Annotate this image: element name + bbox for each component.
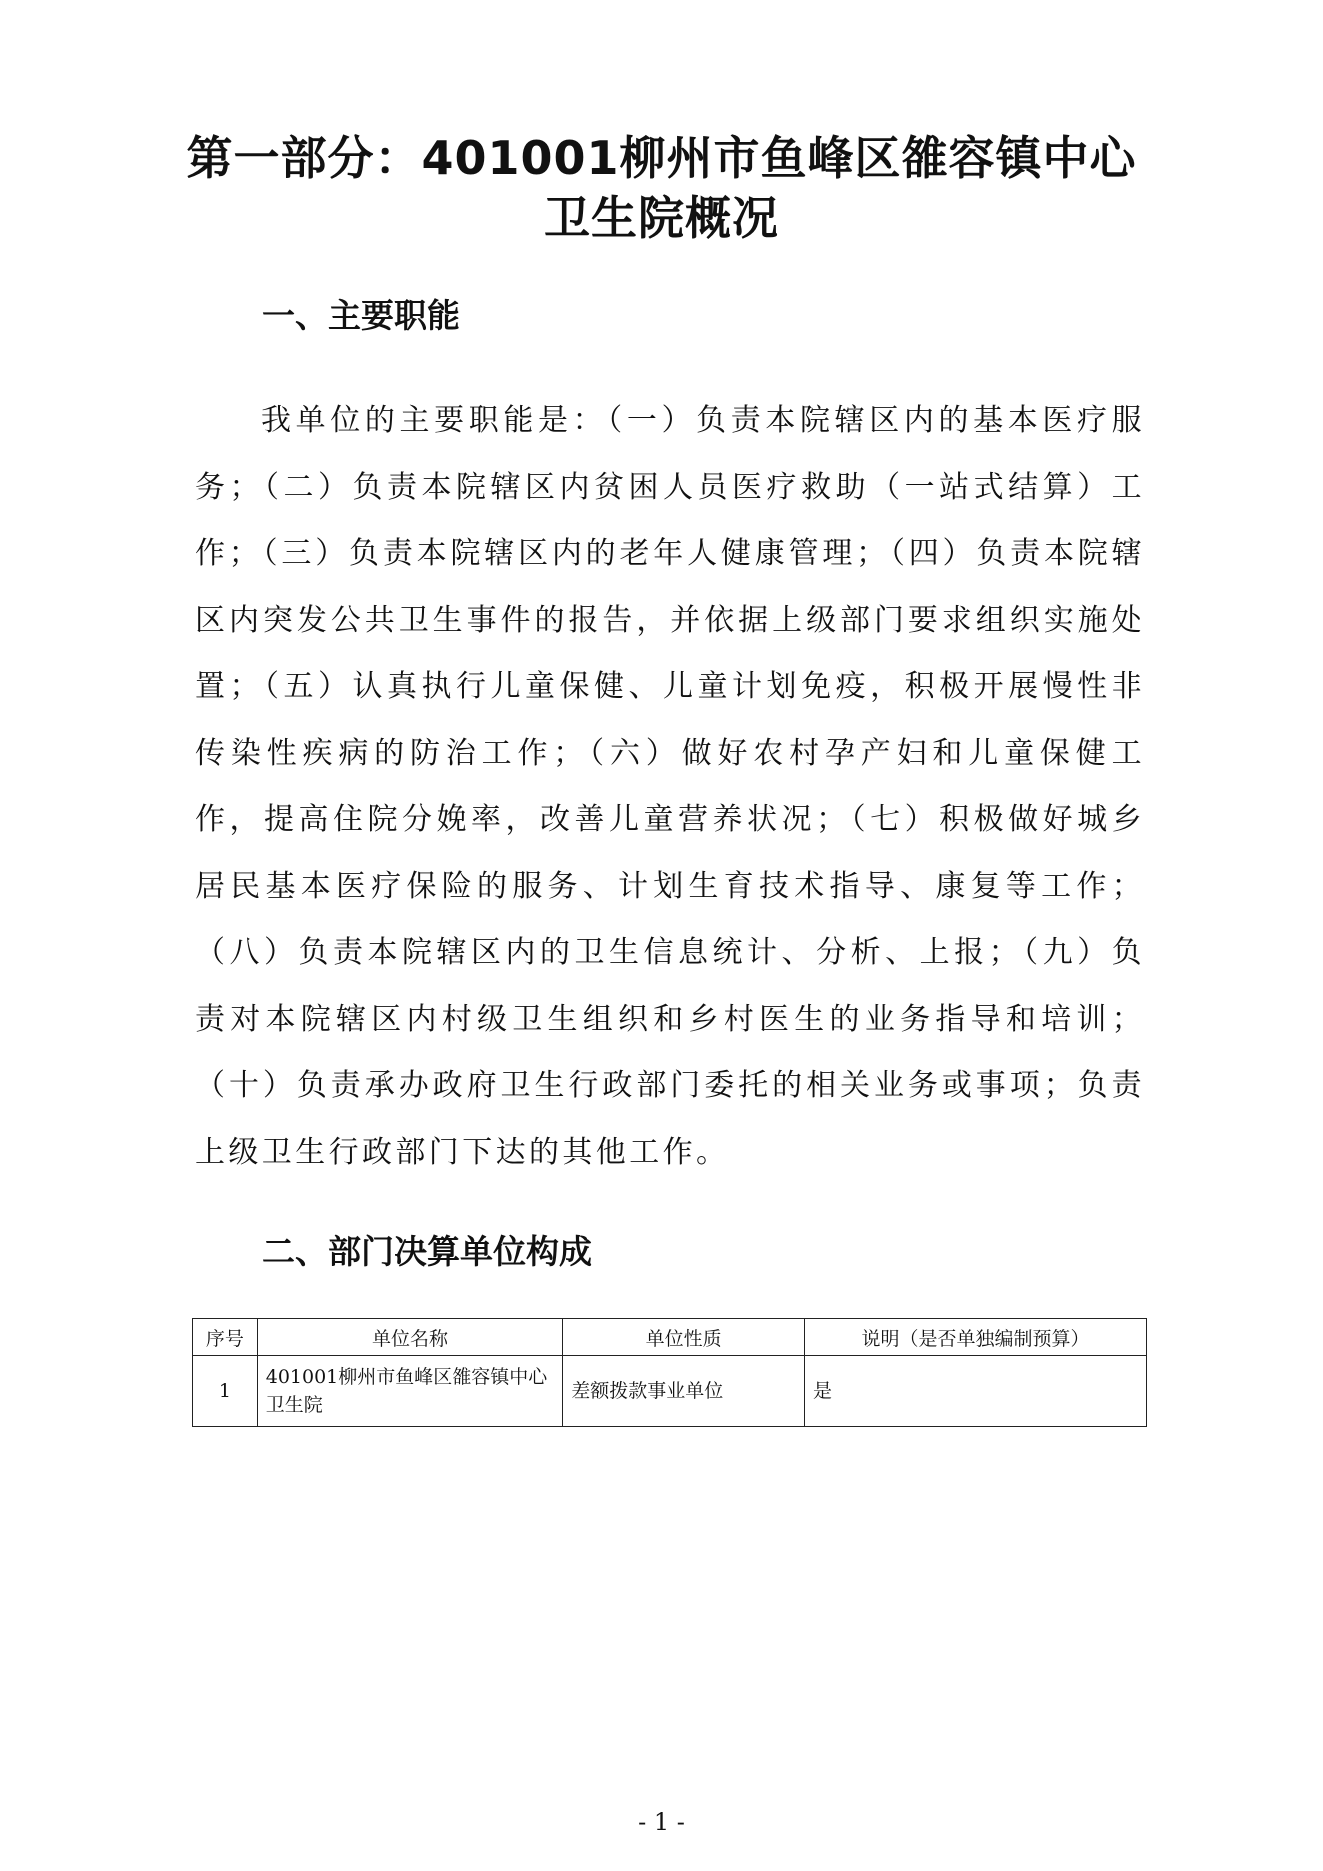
cell-serial-number: 1 [193, 1356, 258, 1427]
title-line-1: 第一部分：401001柳州市鱼峰区雒容镇中心 [186, 131, 1137, 185]
header-unit-nature: 单位性质 [563, 1319, 805, 1356]
title-line-2: 卫生院概况 [544, 191, 779, 245]
cell-unit-nature: 差额拨款事业单位 [563, 1356, 805, 1427]
cell-remarks: 是 [805, 1356, 1147, 1427]
section-heading-unit-composition: 二、部门决算单位构成 [262, 1232, 592, 1271]
cell-unit-name: 401001柳州市鱼峰区雒容镇中心卫生院 [257, 1356, 563, 1427]
table-row [193, 1356, 1147, 1427]
page-number: - 1 - [638, 1808, 685, 1836]
section-heading-main-functions: 一、主要职能 [262, 296, 460, 335]
page-title [150, 128, 1173, 248]
table-header-row [193, 1319, 1147, 1356]
header-serial-number: 序号 [193, 1319, 258, 1356]
unit-composition-table [192, 1318, 1147, 1427]
header-remarks: 说明（是否单独编制预算） [805, 1319, 1147, 1356]
main-functions-paragraph: 我单位的主要职能是：（一）负责本院辖区内的基本医疗服务；（二）负责本院辖区内贫困人员医疗救助（一站式结算）工作；（三）负责本院辖区内的老年人健康管理；（四）负责本院辖区内突发公共卫生事件的报告，并依据上级部门要求组织实施处置；（五）认真执行儿童保健、儿童计划免疫，积极开展慢性非传染性疾病的防治工作；（六）做好农村孕产妇和儿童保健工作，提高住院分娩率，改善儿童营养状况；（七）积极做好城乡居民基本医疗保险的服务、计划生育技术指导、康复等工作；（八）负责本院辖区内的卫生信息统计、分析、上报；（九）负责对本院辖区内村级卫生组织和乡村医生的业务指导和培训；（十）负责承办政府卫生行政部门委托的相关业务或事项；负责上级卫生行政部门下达的其他工作。 [195, 403, 1145, 1170]
header-unit-name: 单位名称 [257, 1319, 563, 1356]
